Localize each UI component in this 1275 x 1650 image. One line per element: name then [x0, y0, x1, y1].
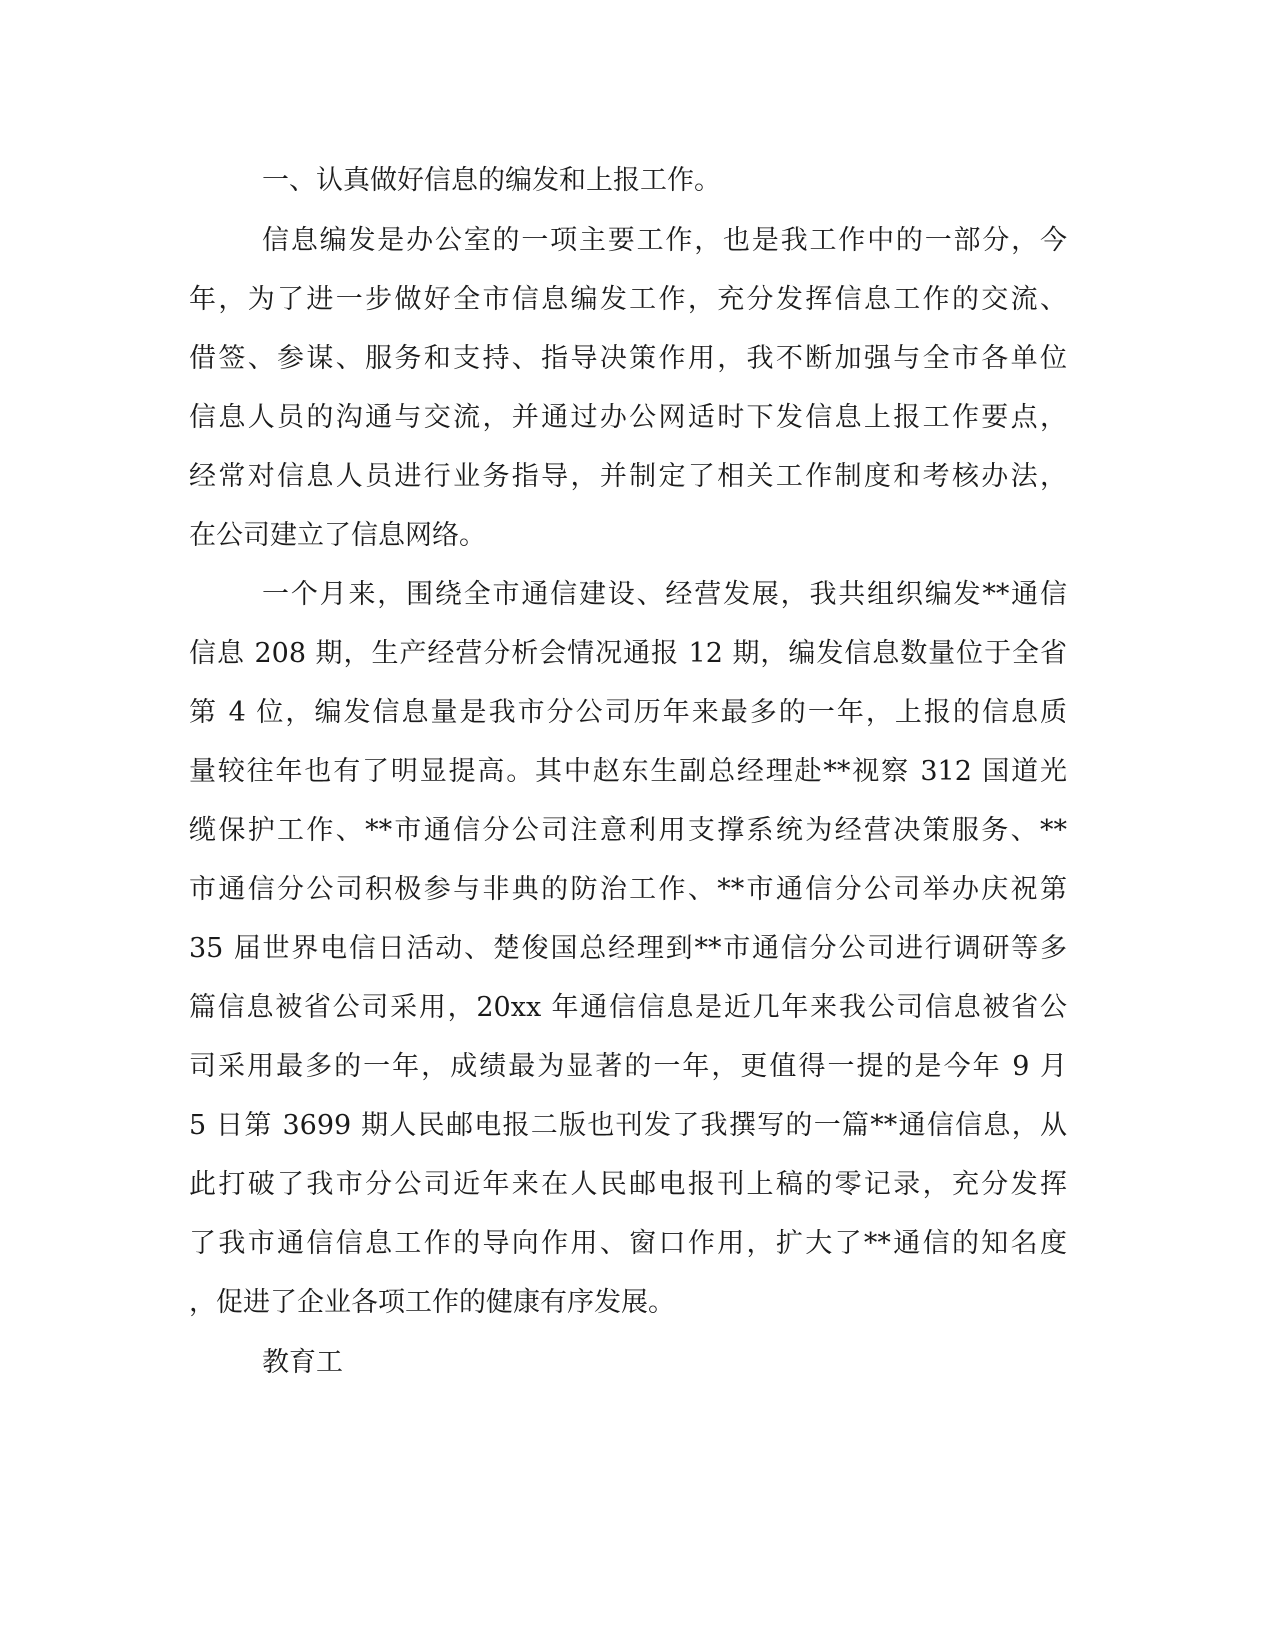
- paragraph-line: 借签、参谋、服务和支持、指导决策作用，我不断加强与全市各单位: [189, 343, 1067, 374]
- paragraph-line: 量较往年也有了明显提高。其中赵东生副总经理赴**视察 312 国道光: [189, 756, 1067, 787]
- paragraph-line: ，促进了企业各项工作的健康有序发展。: [189, 1287, 675, 1318]
- paragraph-line: 信息 208 期，生产经营分析会情况通报 12 期，编发信息数量位于全省: [189, 638, 1067, 669]
- paragraph-line: 信息编发是办公室的一项主要工作，也是我工作中的一部分，今: [262, 225, 1067, 256]
- paragraph-line: 一个月来，围绕全市通信建设、经营发展，我共组织编发**通信: [262, 579, 1067, 610]
- paragraph-line: 了我市通信信息工作的导向作用、窗口作用，扩大了**通信的知名度: [189, 1228, 1067, 1259]
- paragraph-line: 缆保护工作、**市通信分公司注意利用支撑系统为经营决策服务、**: [189, 815, 1067, 846]
- paragraph-line: 35 届世界电信日活动、楚俊国总经理到**市通信分公司进行调研等多: [189, 933, 1067, 964]
- paragraph-line: 此打破了我市分公司近年来在人民邮电报刊上稿的零记录，充分发挥: [189, 1169, 1067, 1200]
- paragraph-line: 5 日第 3699 期人民邮电报二版也刊发了我撰写的一篇**通信信息，从: [189, 1110, 1067, 1141]
- paragraph-line: 年，为了进一步做好全市信息编发工作，充分发挥信息工作的交流、: [189, 284, 1067, 315]
- section-heading: 一、认真做好信息的编发和上报工作。: [262, 165, 721, 196]
- paragraph-line: 经常对信息人员进行业务指导，并制定了相关工作制度和考核办法，: [189, 461, 1067, 492]
- trailing-text: 教育工: [262, 1347, 343, 1378]
- paragraph-line: 信息人员的沟通与交流，并通过办公网适时下发信息上报工作要点，: [189, 402, 1067, 433]
- paragraph-line: 市通信分公司积极参与非典的防治工作、**市通信分公司举办庆祝第: [189, 874, 1067, 905]
- paragraph-line: 篇信息被省公司采用，20xx 年通信信息是近几年来我公司信息被省公: [189, 992, 1067, 1023]
- paragraph-line: 在公司建立了信息网络。: [189, 520, 486, 551]
- paragraph-line: 司采用最多的一年，成绩最为显著的一年，更值得一提的是今年 9 月: [189, 1051, 1067, 1082]
- paragraph-line: 第 4 位，编发信息量是我市分公司历年来最多的一年，上报的信息质: [189, 697, 1067, 728]
